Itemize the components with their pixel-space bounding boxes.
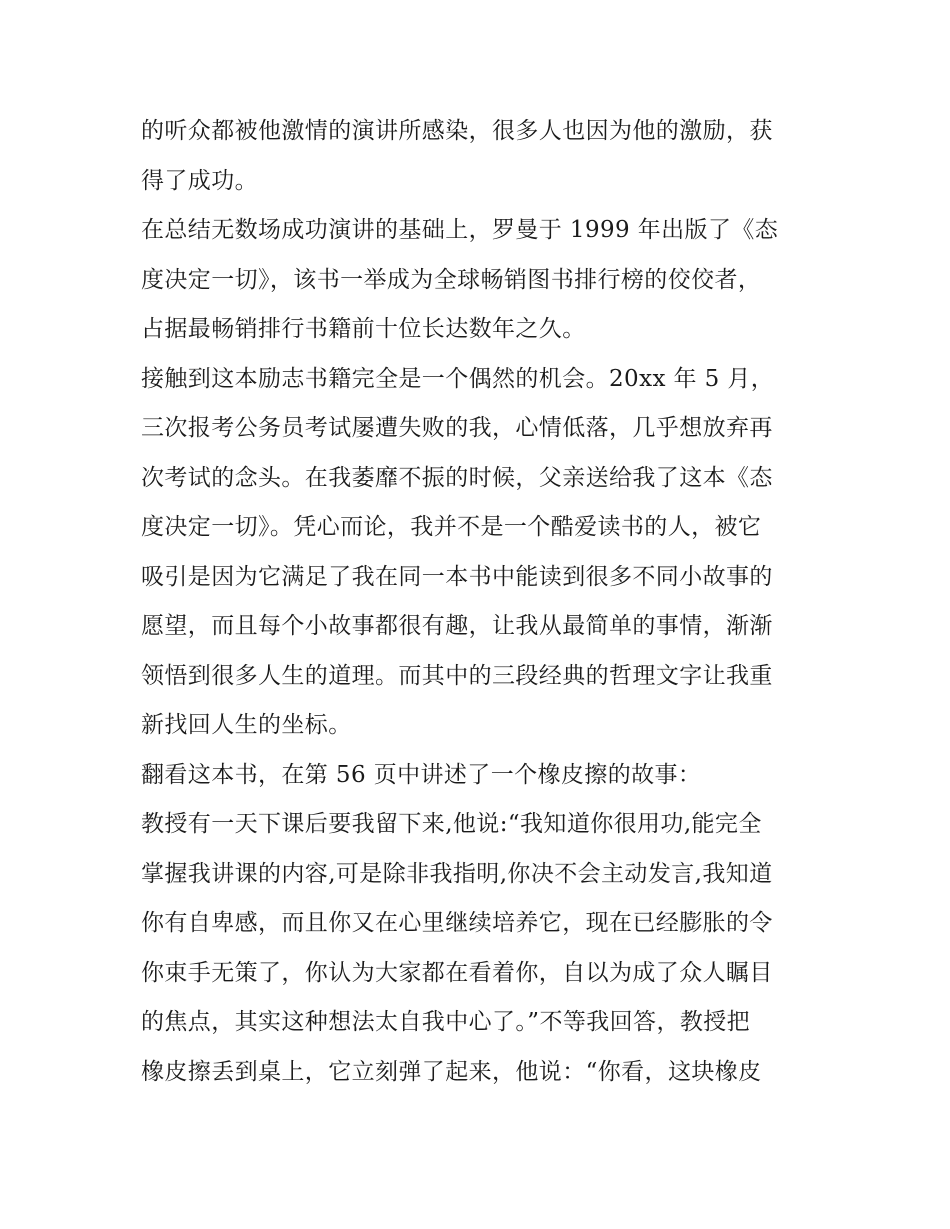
text-line: 吸引是因为它满足了我在同一本书中能读到很多不同小故事的	[141, 563, 773, 590]
text-line: 你束手无策了，你认为大家都在看着你，自以为成了众人瞩目	[141, 959, 773, 986]
text-line: 接触到这本励志书籍完全是一个偶然的机会。20xx 年 5 月，	[141, 365, 775, 392]
document-body	[141, 110, 821, 1100]
text-line: 度决定一切》。凭心而论，我并不是一个酷爱读书的人，被它	[141, 514, 762, 540]
text-line: 你有自卑感，而且你又在心里继续培养它，现在已经膨胀的令	[141, 910, 773, 936]
text-line: 占据最畅销排行书籍前十位长达数年之久。	[141, 316, 586, 342]
text-line: 度决定一切》，该书一举成为全球畅销图书排行榜的佼佼者，	[141, 266, 762, 293]
text-line: 教授有一天下课后要我留下来,他说:“我知道你很用功,能完全	[141, 811, 762, 837]
text-line: 橡皮擦丢到桌上，它立刻弹了起来，他说：“你看，这块橡皮	[141, 1058, 762, 1085]
text-line: 掌握我讲课的内容,可是除非我指明,你决不会主动发言,我知道	[141, 860, 773, 887]
text-line: 愿望，而且每个小故事都很有趣，让我从最简单的事情，渐渐	[141, 613, 773, 639]
text-line: 翻看这本书，在第 56 页中讲述了一个橡皮擦的故事：	[141, 761, 702, 788]
text-line: 次考试的念头。在我萎靡不振的时候，父亲送给我了这本《态	[141, 464, 773, 491]
text-line: 三次报考公务员考试屡遭失败的我，心情低落，几乎想放弃再	[141, 415, 773, 441]
text-line: 得了成功。	[141, 167, 258, 194]
text-line: 领悟到很多人生的道理。而其中的三段经典的哲理文字让我重	[141, 662, 773, 689]
text-line: 的听众都被他激情的演讲所感染，很多人也因为他的激励，获	[141, 118, 773, 144]
text-line: 在总结无数场成功演讲的基础上，罗曼于 1999 年出版了《态	[141, 217, 779, 243]
text-line: 的焦点，其实这种想法太自我中心了。”不等我回答，教授把	[141, 1009, 751, 1035]
text-line: 新找回人生的坐标。	[141, 712, 352, 738]
